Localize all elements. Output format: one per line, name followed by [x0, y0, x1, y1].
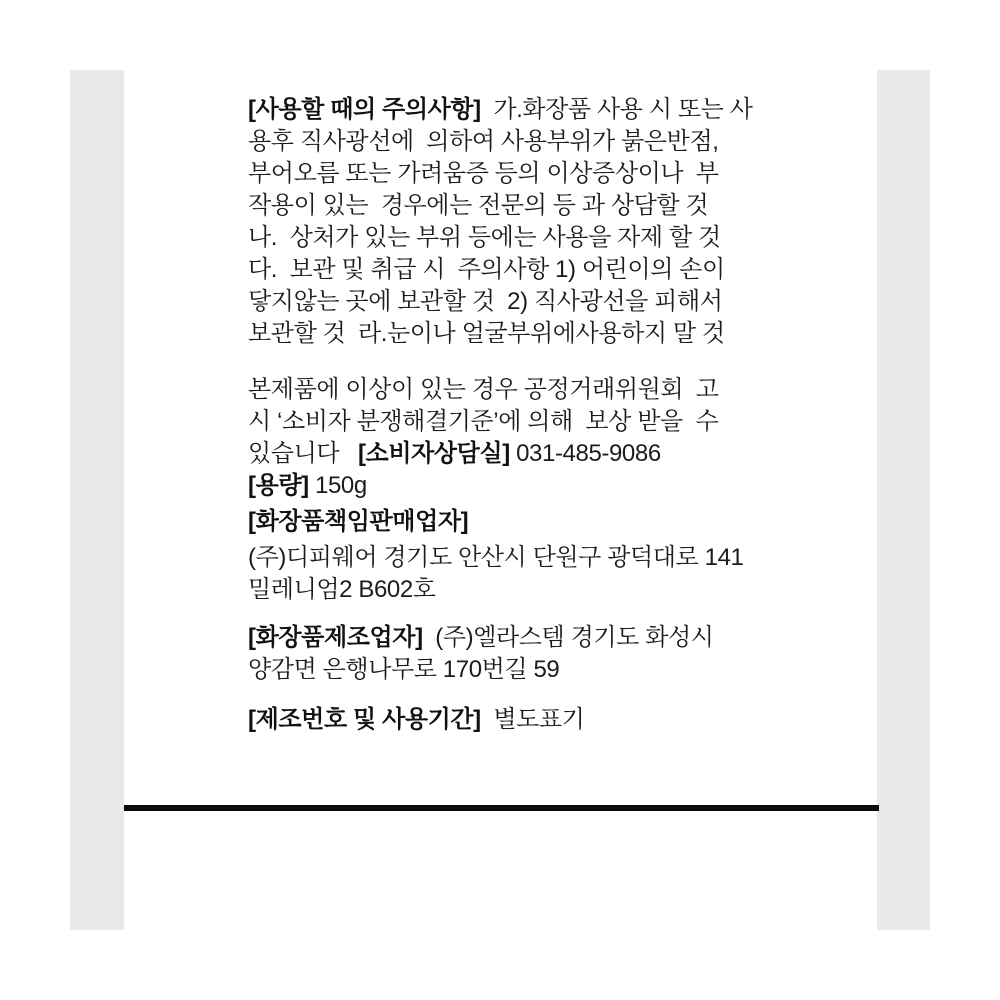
manufacturer-address-line: 양감면 은행나무로 170번길 59 — [248, 656, 560, 683]
consumer-contact-heading: [소비자상담실] — [357, 440, 510, 467]
divider-line — [124, 805, 879, 811]
lot-number-line — [248, 704, 778, 736]
seller-address — [248, 542, 778, 606]
precautions-heading: [사용할 때의 주의사항] — [248, 96, 481, 123]
volume-heading: [용량] — [248, 472, 309, 499]
seller-address-line: (주)디피웨어 경기도 안산시 단원구 광덕대로 141 — [248, 544, 744, 571]
precautions-line: 보관할 것 라.눈이나 얼굴부위에사용하지 말 것 — [248, 320, 725, 347]
precautions-line: 용후 직사광선에 의하여 사용부위가 붉은반점, — [248, 128, 719, 155]
precautions-line — [248, 94, 778, 126]
precautions-line: 다. 보관 및 취급 시 주의사항 1) 어린이의 손이 — [248, 256, 725, 283]
precautions-section — [248, 94, 778, 350]
consumer-contact-line — [248, 438, 778, 470]
volume-value: 150g — [308, 472, 367, 499]
seller-address-line: 밀레니엄2 B602호 — [248, 576, 436, 603]
manufacturer-heading: [화장품제조업자] — [248, 624, 423, 651]
seller-section — [248, 506, 778, 538]
lot-number-value: 별도표기 — [480, 706, 585, 733]
manufacturer-line1-text: (주)엘라스템 경기도 화성시 — [422, 624, 714, 651]
precautions-line1-text: 가.화장품 사용 시 또는 사 — [480, 96, 753, 123]
consumer-notice-line: 시 ‘소비자 분쟁해결기준’에 의해 보상 받을 수 — [248, 408, 719, 435]
product-label-panel — [124, 70, 877, 930]
manufacturer-section — [248, 622, 778, 686]
volume-line — [248, 470, 778, 502]
consumer-notice-tail: 있습니다 — [248, 440, 358, 467]
seller-heading: [화장품책임판매업자] — [248, 508, 469, 535]
lot-number-heading: [제조번호 및 사용기간] — [248, 706, 481, 733]
precautions-line: 부어오름 또는 가려움증 등의 이상증상이나 부 — [248, 160, 719, 187]
manufacturer-line — [248, 622, 778, 654]
consumer-contact-phone: 031-485-9086 — [509, 440, 661, 467]
precautions-line: 작용이 있는 경우에는 전문의 등 과 상담할 것 — [248, 192, 709, 219]
consumer-notice-line: 본제품에 이상이 있는 경우 공정거래위원회 고 — [248, 376, 719, 403]
consumer-notice-section — [248, 374, 778, 502]
precautions-line: 닿지않는 곳에 보관할 것 2) 직사광선을 피해서 — [248, 288, 723, 315]
precautions-line: 나. 상처가 있는 부위 등에는 사용을 자제 할 것 — [248, 224, 721, 251]
lot-number-section — [248, 704, 778, 736]
